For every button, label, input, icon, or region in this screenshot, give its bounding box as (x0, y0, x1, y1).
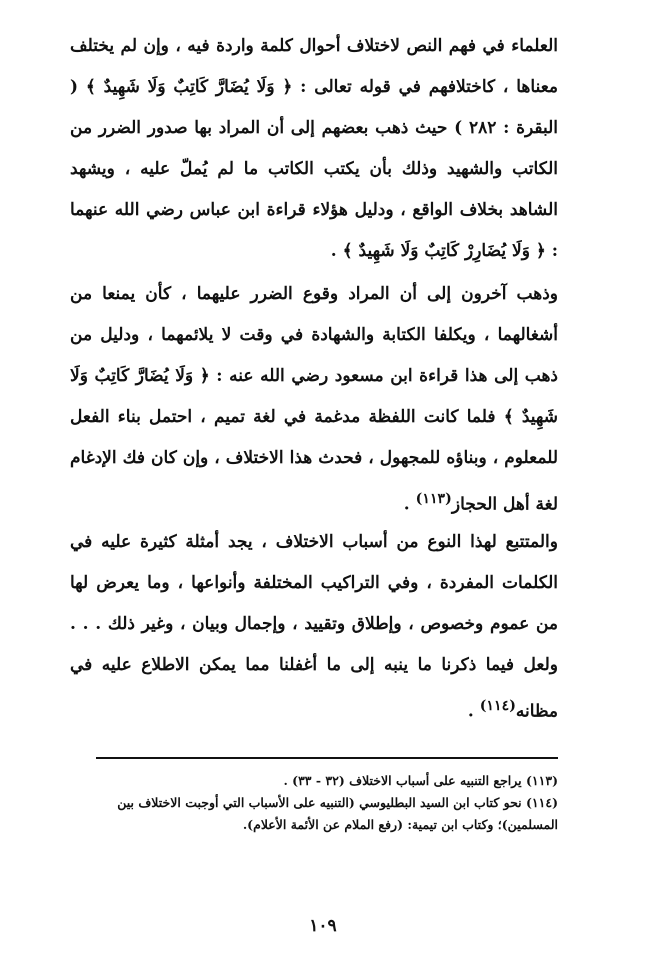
page-number: ١٠٩ (309, 916, 337, 936)
paragraph-2-text-a: وذهب آخرون إلى أن المراد وقوع الضرر عليهما ، كأن يمنعا من أشغالهما ، ويكلفا الكتابة والشهادة في وقت لا يلائمهما ، ودليل من ذهب إلى هذا قراءة ابن مسعود رضي الله عنه : (70, 284, 558, 386)
footnotes (70, 770, 558, 836)
paragraph-3-text-b: . (467, 701, 480, 722)
paragraph-1-text-c: . (330, 241, 343, 261)
footnote-ref-113: (١١٣) (415, 491, 452, 507)
paragraph-2 (70, 274, 558, 526)
paragraph-1-text-b: ( البقرة : ٢٨٢ ) حيث ذهب بعضهم إلى أن المراد بها صدور الضرر من الكاتب والشهيد وذلك بأن يكتب الكاتب ما لم يُملّ عليه ، ويشهد الشاهد بخلاف الواقع ، ودليل هؤلاء قراءة ابن عباس رضي الله عنهما : (70, 77, 558, 261)
paragraph-3 (70, 522, 558, 733)
paragraph-3-text-a: والمتتبع لهذا النوع من أسباب الاختلاف ، يجد أمثلة كثيرة عليه في الكلمات المفردة ، وفي التراكيب المختلفة وأنواعها ، وما يعرض لها من عموم وخصوص ، وإطلاق وتقييد ، وإجمال وبيان ، وغير ذلك . . . ولعل فيما ذكرنا ما ينبه إلى ما أغفلنا مما يمكن الاطلاع عليه في مظانه (70, 532, 558, 722)
quran-verse-3: ﴿ وَلَا يُضَارَّ كَاتِبٌ وَلَا شَهِيدٌ ﴾ (70, 366, 558, 427)
paragraph-2-text-b: فلما كانت اللفظة مدغمة في لغة تميم ، احتمل بناء الفعل للمعلوم ، وبناؤه للمجهول ، فحدث هذا الاختلاف ، وإن كان فك الإدغام لغة أهل الحجاز (70, 407, 558, 515)
paragraph-2-text-c: . (403, 494, 416, 515)
footnote-114: (١١٤) نحو كتاب ابن السيد البطليوسي (التنبيه على الأسباب التي أوجبت الاختلاف بين المسلمين)؛ وكتاب ابن تيمية: (رفع الملام عن الأئمة الأعلام). (117, 795, 558, 832)
footnote-ref-114: (١١٤) (479, 698, 516, 714)
paragraph-1-text-a: العلماء في فهم النص لاختلاف أحوال كلمة واردة فيه ، وإن لم يختلف معناها ، كاختلافهم في قوله تعالى : (70, 36, 559, 97)
footnote-separator (96, 757, 558, 759)
quran-verse-1: ﴿ وَلَا يُضَارَّ كَاتِبٌ وَلَا شَهِيدٌ ﴾ (85, 77, 293, 97)
paragraph-1 (70, 26, 558, 272)
footnote-113: (١١٣) يراجع التنبيه على أسباب الاختلاف (٣٢ - ٣٣) . (283, 773, 558, 788)
quran-verse-2: ﴿ وَلَا يُضَارِرْ كَاتِبٌ وَلَا شَهِيدٌ ﴾ (342, 241, 546, 261)
